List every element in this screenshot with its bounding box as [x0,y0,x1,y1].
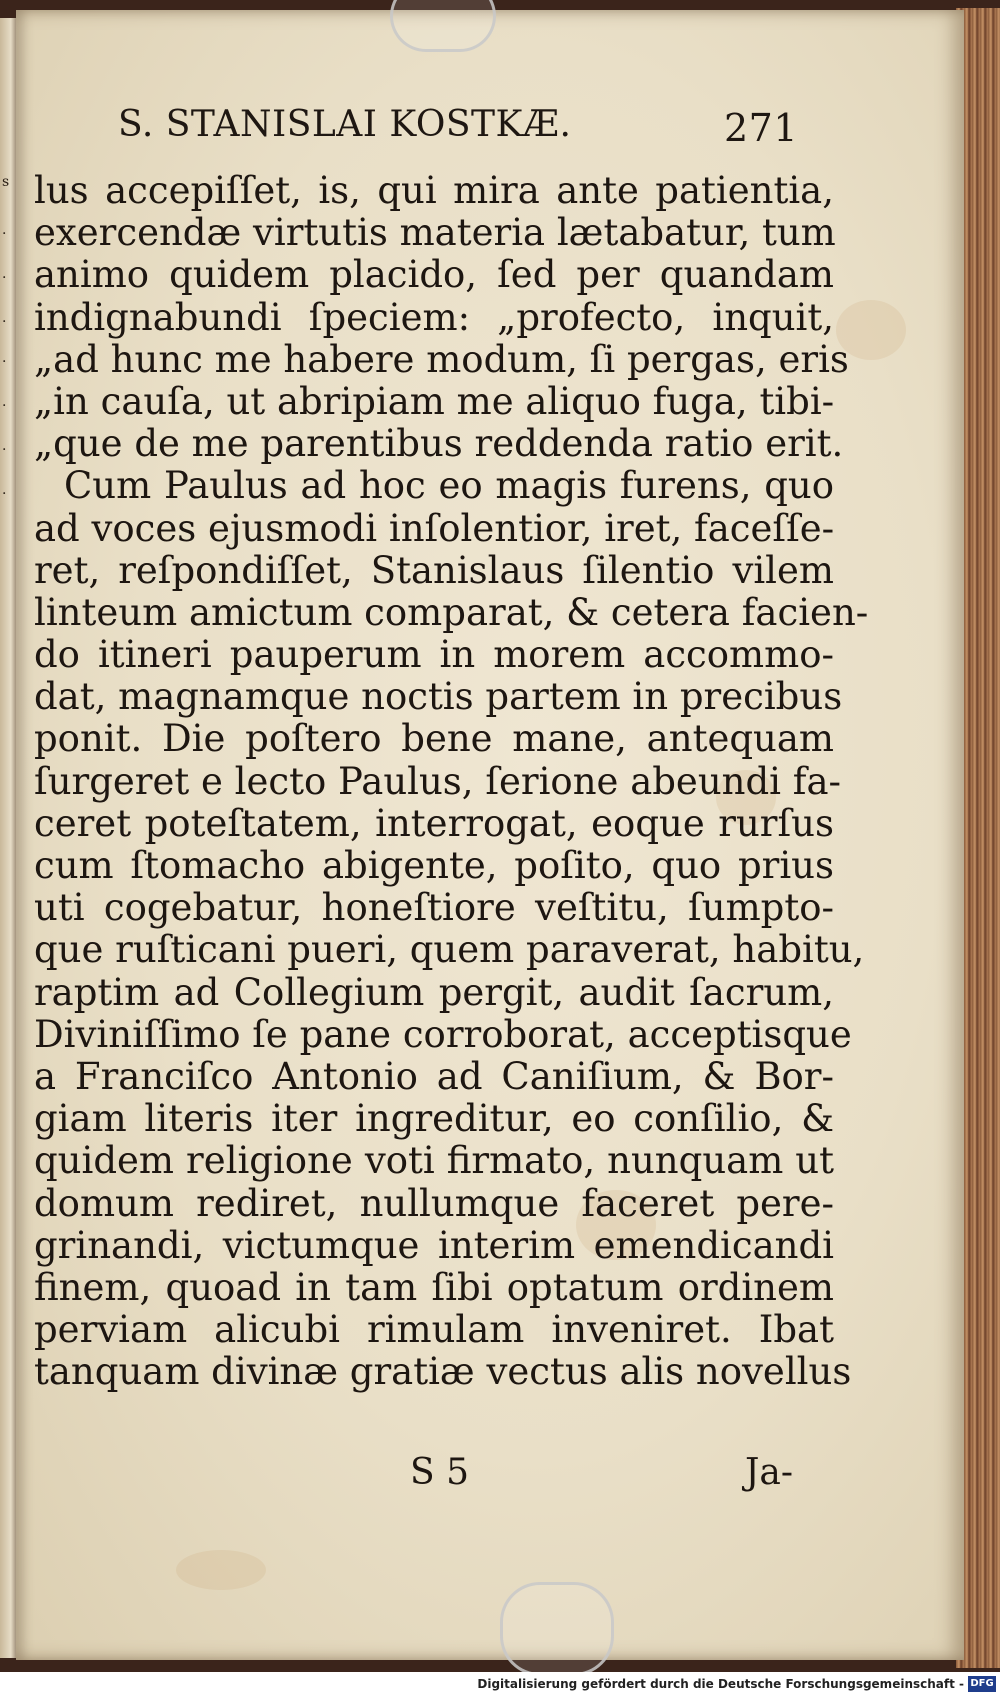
text-line: Diviniſſimo ſe pane corroborat, acceptisque [34,1012,852,1056]
text-line: linteum amictum comparat, & cetera facien- [34,590,869,634]
bottom-page-clip [500,1582,614,1676]
text-line: do itineri pauperum in morem accommo- [34,633,834,677]
text-line: „ad hunc me habere modum, ſi pergas, eris [34,337,849,381]
catchword: Ja- [745,1452,794,1493]
text-line: que ruſticani pueri, quem paraverat, habitu, [34,928,865,972]
text-line: finem, quoad in tam ſibi optatum ordinem [34,1265,834,1309]
text-line: uti cogebatur, honeſtiore veſtitu, ſumpto- [34,886,834,930]
paper-stain [176,1550,266,1590]
margin-mark: · [2,486,7,502]
page-number: 271 [723,106,798,150]
margin-mark: · [2,270,7,286]
body-text [34,169,869,1394]
text-line: giam literis iter ingreditur, eo conſilio, & [34,1097,834,1141]
margin-mark: · [2,226,7,242]
text-line: cum ſtomacho abigente, poſito, quo prius [34,844,834,887]
text-line: ceret poteſtatem, interrogat, eoque rurſus [34,801,834,845]
text-line: ſurgeret e lecto Paulus, ſerione abeundi fa- [34,759,842,803]
margin-mark: · [2,314,7,330]
text-line: dat, magnamque noctis partem in precibus [34,675,843,719]
text-line: ponit. Die poſtero bene mane, antequam [34,717,834,761]
text-line: perviam alicubi rimulam inveniret. Ibat [34,1308,834,1352]
footer-band [0,1672,1000,1698]
running-header [118,104,798,154]
footer-text: Digitalisierung gefördert durch die Deutsche Forschungsgemeinschaft - [477,1677,964,1691]
text-line: grinandi, victumque interim emendicandi [34,1223,834,1267]
text-line: exercendæ virtutis materia lætabatur, tum [34,211,836,255]
top-page-clip [390,0,496,52]
text-line: ret, reſpondiſſet, Stanislaus ſilentio vilem [34,548,834,592]
margin-mark: s [2,174,10,190]
text-line: quidem religione voti firmato, nunquam ut [34,1139,834,1183]
margin-mark: · [2,398,7,414]
text-line: tanquam divinæ gratiæ vectus alis novellus [34,1350,852,1394]
text-line: ad voces ejusmodi inſolentior, iret, faceſſe- [34,506,835,550]
margin-mark: · [2,354,7,370]
text-line: lus accepiſſet, is, qui mira ante patientia, [34,169,834,212]
text-line: „que de me parentibus reddenda ratio erit. [34,422,844,466]
text-line: animo quidem placido, ſed per quandam [34,253,834,297]
text-line: raptim ad Collegium pergit, audit ſacrum, [34,970,834,1014]
text-line: domum rediret, nullumque faceret pere- [34,1181,834,1225]
header-title: S. STANISLAI KOSTKÆ. [118,104,572,145]
text-line: indignabundi ſpeciem: „profecto, inquit, [34,295,834,339]
dfg-logo: DFG [968,1676,996,1692]
text-line: Cum Paulus ad hoc eo magis furens, quo [64,464,834,508]
text-line: a Franciſco Antonio ad Caniſium, & Bor- [34,1054,834,1098]
text-line: „in cauſa, ut abripiam me aliquo fuga, tibi- [34,379,835,423]
margin-mark: · [2,442,7,458]
signature-mark: S 5 [410,1452,470,1493]
